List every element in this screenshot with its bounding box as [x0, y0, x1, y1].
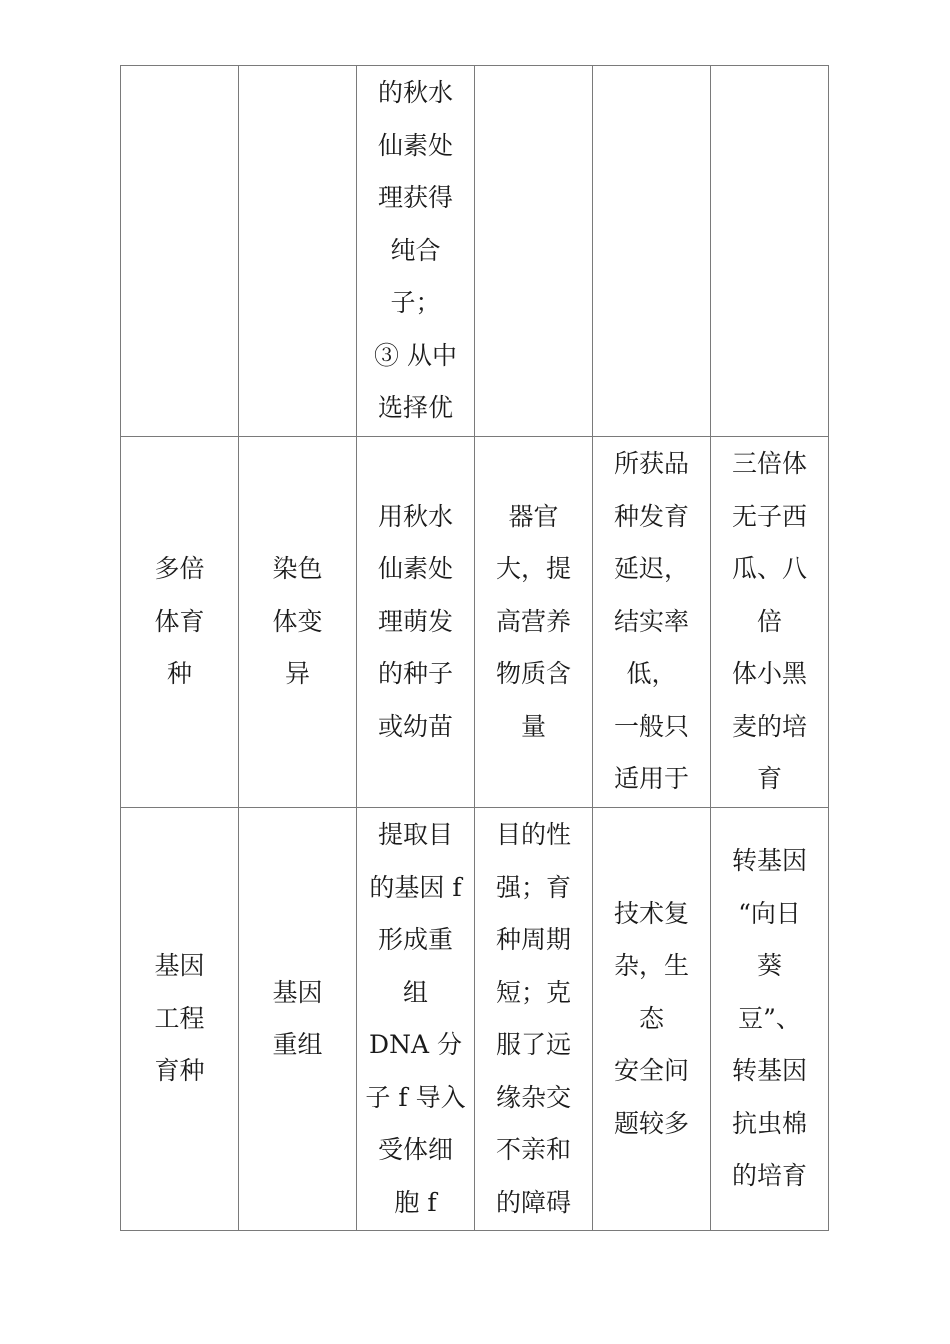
table-cell-disadvantage: [593, 808, 711, 1231]
cell-text-line: 物质含: [495, 659, 571, 689]
cell-text-line: “向日: [738, 898, 801, 928]
table-cell-principle: [239, 808, 357, 1231]
cell-text-line: 理获得: [377, 183, 453, 213]
cell-text-line: 理萌发: [377, 606, 453, 636]
cell-text-line: 大，提: [495, 554, 571, 584]
breeding-methods-table: [120, 65, 829, 1231]
table-cell-procedure: [357, 437, 475, 808]
table-cell-principle: [239, 66, 357, 437]
cell-text-line: 体育: [154, 606, 205, 636]
cell-text-line: 的基因 f: [369, 872, 462, 902]
cell-text-line: 安全问: [613, 1056, 689, 1086]
cell-text-line: 的秋水: [377, 78, 453, 108]
cell-text-line: 倍: [756, 606, 782, 636]
table-row: [121, 437, 829, 808]
cell-text-line: 染色: [272, 554, 323, 584]
cell-text-block: [357, 809, 474, 1229]
cell-text-line: 组: [402, 977, 428, 1007]
table-cell-example: [711, 437, 829, 808]
table-cell-method: [121, 66, 239, 437]
cell-text-block: [239, 543, 356, 701]
table-cell-disadvantage: [593, 66, 711, 437]
cell-text-block: [711, 438, 828, 806]
table-row: [121, 808, 829, 1231]
cell-text-line: 量: [520, 711, 546, 741]
cell-text-line: 服了远: [495, 1030, 571, 1059]
cell-text-line: 强；育: [495, 872, 571, 902]
cell-text-block: [593, 888, 710, 1151]
cell-text-line: 受体细: [377, 1135, 453, 1164]
cell-text-block: [475, 491, 592, 754]
cell-text-line: 多倍: [154, 554, 205, 584]
cell-text-line: 种周期: [495, 925, 571, 954]
cell-text-line: 重组: [272, 1030, 323, 1059]
cell-text-block: [711, 835, 828, 1203]
cell-text-block: [239, 967, 356, 1072]
cell-text-line: 所获品: [613, 449, 689, 479]
cell-text-line: 子；: [390, 288, 441, 318]
table-cell-disadvantage: [593, 437, 711, 808]
cell-text-line: 选择优: [377, 393, 453, 423]
table-cell-advantage: [475, 437, 593, 808]
cell-text-line: ③ 从中: [374, 340, 457, 370]
table-cell-method: [121, 808, 239, 1231]
table-cell-example: [711, 808, 829, 1231]
table-cell-method: [121, 437, 239, 808]
cell-text-block: [475, 809, 592, 1229]
cell-text-block: [357, 67, 474, 435]
cell-text-line: 抗虫棉: [731, 1108, 807, 1138]
cell-text-line: 高营养: [495, 606, 571, 636]
cell-text-line: 基因: [154, 951, 205, 981]
cell-text-line: 一般只: [613, 711, 689, 741]
cell-text-block: [121, 543, 238, 701]
table-cell-principle: [239, 437, 357, 808]
cell-text-line: 育: [756, 764, 782, 794]
table-cell-advantage: [475, 808, 593, 1231]
cell-text-line: 结实率: [613, 606, 689, 636]
table-cell-example: [711, 66, 829, 437]
cell-text-line: 的障碍: [495, 1187, 571, 1217]
cell-text-line: 的种子: [377, 659, 453, 689]
cell-text-line: 体变: [272, 606, 323, 636]
table-cell-advantage: [475, 66, 593, 437]
cell-text-line: 用秋水: [377, 501, 453, 531]
cell-text-line: 工程: [154, 1003, 205, 1033]
cell-text-line: 无子西: [731, 501, 807, 531]
table-cell-procedure: [357, 808, 475, 1231]
cell-text-line: 提取目: [377, 820, 453, 849]
cell-text-line: 目的性: [495, 820, 571, 849]
cell-text-line: 杂，生: [613, 951, 689, 981]
cell-text-line: 瓜、八: [731, 554, 807, 584]
cell-text-line: 种: [166, 659, 192, 689]
table-cell-procedure: [357, 66, 475, 437]
cell-text-line: 的培育: [731, 1161, 807, 1191]
cell-text-line: 种发育: [613, 501, 689, 531]
cell-text-line: 转基因: [731, 846, 807, 876]
cell-text-line: 子 f 导入: [365, 1082, 466, 1112]
cell-text-line: 葵: [756, 951, 782, 981]
cell-text-line: 器官: [508, 501, 559, 531]
cell-text-line: 仙素处: [377, 554, 453, 584]
cell-text-line: 低，: [626, 659, 677, 689]
cell-text-line: 体小黑: [731, 659, 807, 689]
cell-text-line: 延迟，: [613, 554, 689, 584]
cell-text-line: 或幼苗: [377, 711, 453, 741]
cell-text-line: 胞 f: [394, 1187, 437, 1217]
cell-text-line: 形成重: [377, 925, 453, 954]
table-row: [121, 66, 829, 437]
cell-text-line: 仙素处: [377, 130, 453, 160]
cell-text-line: 技术复: [613, 898, 689, 928]
cell-text-line: 适用于: [613, 764, 689, 794]
cell-text-line: 转基因: [731, 1056, 807, 1086]
cell-text-line: 三倍体: [731, 449, 807, 479]
cell-text-line: 不亲和: [495, 1135, 571, 1164]
cell-text-block: [357, 491, 474, 754]
cell-text-line: 纯合: [390, 235, 441, 265]
cell-text-line: 麦的培: [731, 711, 807, 741]
cell-text-line: 异: [284, 659, 310, 689]
cell-text-line: 育种: [154, 1056, 205, 1086]
cell-text-line: DNA 分: [369, 1030, 462, 1059]
cell-text-line: 题较多: [613, 1108, 689, 1138]
cell-text-block: [121, 940, 238, 1098]
cell-text-block: [593, 438, 710, 806]
cell-text-line: 豆”、: [738, 1003, 801, 1033]
cell-text-line: 态: [638, 1003, 664, 1033]
cell-text-line: 短；克: [495, 977, 571, 1007]
cell-text-line: 缘杂交: [495, 1082, 571, 1112]
cell-text-line: 基因: [272, 977, 323, 1007]
table-body: [121, 66, 829, 1231]
